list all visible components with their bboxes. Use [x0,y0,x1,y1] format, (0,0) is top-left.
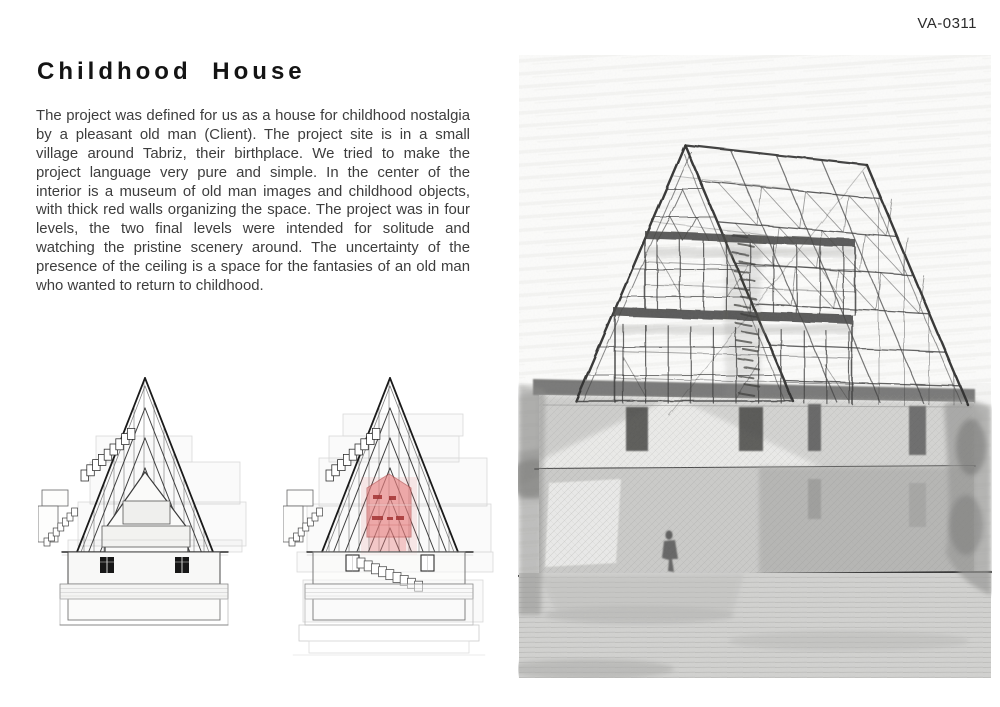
project-description: The project was defined for us as a house for childhood nostalgia by a pleasant old man (Client). The project site is in a small village around Tabriz, their birthplace. We tried to make the project language very pure and simple. In the center of the interior is a museum of old man images and childhood objects, with thick red walls organizing the space. The project was in four levels, the two final levels were intended for solitude and watching the pristine scenery around. The uncertainty of the presence of the ceiling is a space for the fantasies of an old man who wanted to return to childhood. [36,107,470,295]
wireframe-elevation-plain-svg [38,374,253,659]
wireframe-elevation-plain [38,374,253,659]
page-title: Childhood House [37,58,306,86]
pencil-sketch-perspective [518,55,992,678]
wireframe-elevation-red-core-svg [283,374,498,659]
pencil-sketch-svg [518,55,992,678]
wireframe-elevation-red-core [283,374,498,659]
project-code: VA-0311 [917,15,977,32]
